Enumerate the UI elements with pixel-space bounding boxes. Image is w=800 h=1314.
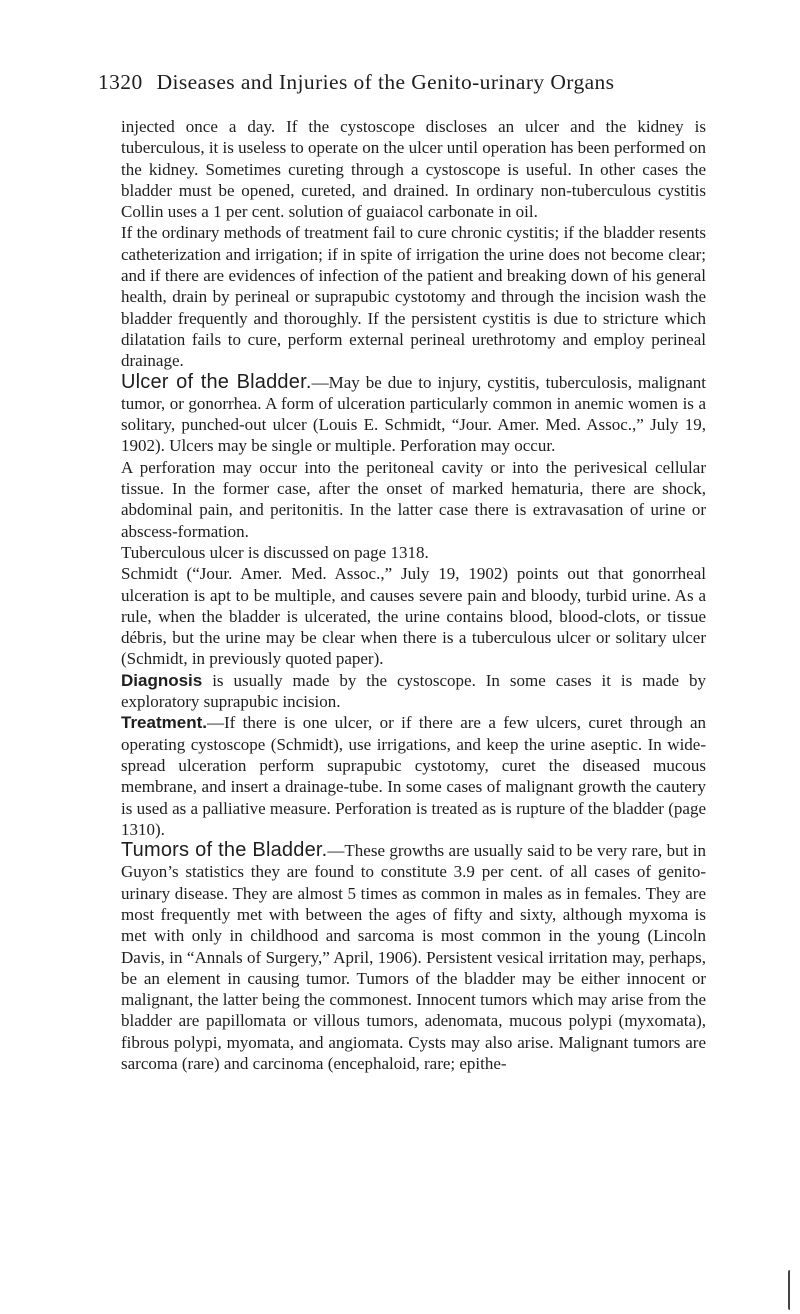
paragraph: [121, 457, 706, 542]
paragraph-text: If the ordinary methods of treatment fail to cure chronic cystitis; if the bladder resents catheterization and irrigation; if in spite of irrigation the urine does not become clear; and if there are evidences of infection of the patient and breaking down of his general health, drain by perineal or suprapubic cystotomy and through the incision wash the bladder frequently and thoroughly. If the persistent cystitis is due to stricture which dilatation fails to cure, perform external perineal urethrotomy and employ perineal drainage.: [121, 223, 706, 371]
paragraph-text: Schmidt (“Jour. Amer. Med. Assoc.,” July 19, 1902) points out that gonorrheal ulceration is apt to be multiple, and causes severe pain and bloody, turbid urine. As a rule, when the bladder is ulcerated, the urine contains blood, blood-clots, or tissue débris, but the urine may be clear when there is a tuberculous ulcer or solitary ulcer (Schmidt, in previously quoted paper).: [121, 564, 706, 669]
paragraph: [121, 840, 706, 1074]
section-heading: Ulcer of the Bladder.: [121, 370, 312, 393]
section-heading: Tumors of the Bladder.: [121, 839, 328, 862]
paragraph: [121, 712, 706, 840]
paragraph: [121, 670, 706, 713]
paragraph-text: —These growths are usually said to be very rare, but in Guyon’s statistics they are found to constitute 3.9 per cent. of all cases of genito-urinary disease. They are almost 5 times as common in males as in females. They are most frequently met with between the ages of fifty and sixty, although myxoma is met with only in childhood and sarcoma is most common in the young (Lincoln Davis, in “Annals of Surgery,” April, 1906). Persistent vesical irritation may, perhaps, be an element in causing tumor. Tumors of the bladder may be either innocent or malignant, the latter being the commonest. Innocent tumors which may arise from the bladder are papillomata or villous tumors, adenomata, mucous polypi (myxomata), fibrous polypi, myomata, and angiomata. Cysts may also arise. Malignant tumors are sarcoma (rare) and carcinoma (encephaloid, rare; epithe-: [121, 841, 706, 1074]
running-header: [98, 70, 658, 95]
paragraph-text: Tuberculous ulcer is discussed on page 1318.: [121, 542, 429, 562]
paragraph: [121, 372, 706, 457]
paragraph-text: is usually made by the cystoscope. In some cases it is made by exploratory suprapubic incision.: [121, 670, 706, 712]
section-heading: Treatment.: [121, 713, 207, 733]
page-number: 1320: [98, 70, 143, 94]
running-title: Diseases and Injuries of the Genito-urinary Organs: [156, 70, 615, 94]
paragraph-text: injected once a day. If the cystoscope discloses an ulcer and the kidney is tuberculous, it is useless to operate on the ulcer until operation has been performed on the kidney. Sometimes cureting through a cystoscope is useful. In other cases the bladder must be opened, cureted, and drained. In ordinary non-tuberculous cystitis Collin uses a 1 per cent. solution of guaiacol carbonate in oil.: [121, 117, 706, 222]
paragraph-text: A perforation may occur into the peritoneal cavity or into the perivesical cellular tissue. In the former case, after the onset of marked hematuria, there are shock, abdominal pain, and peritonitis. In the latter case there is extravasation of urine or abscess-formation.: [121, 457, 706, 541]
paragraph: [121, 563, 706, 669]
page-edge-mark: [788, 1270, 795, 1310]
paragraph-text: —If there is one ulcer, or if there are a few ulcers, curet through an operating cystoscope (Schmidt), use irrigations, and keep the urine aseptic. In wide-spread ulceration perform suprapubic cystotomy, curet the diseased mucous membrane, and insert a drainage-tube. In some cases of malignant growth the cautery is used as a palliative measure. Perforation is treated as is rupture of the bladder (page 1310).: [121, 713, 706, 839]
paragraph-text: —May be due to injury, cystitis, tuberculosis, malignant tumor, or gonorrhea. A form of ulceration particularly common in anemic women is a solitary, punched-out ulcer (Louis E. Schmidt, “Jour. Amer. Med. Assoc.,” July 19, 1902). Ulcers may be single or multiple. Perforation may occur.: [121, 372, 706, 456]
section-heading: Diagnosis: [121, 670, 203, 690]
body-text: [121, 116, 706, 1074]
paragraph: [121, 116, 706, 222]
paragraph: [121, 542, 706, 563]
paragraph: [121, 222, 706, 371]
